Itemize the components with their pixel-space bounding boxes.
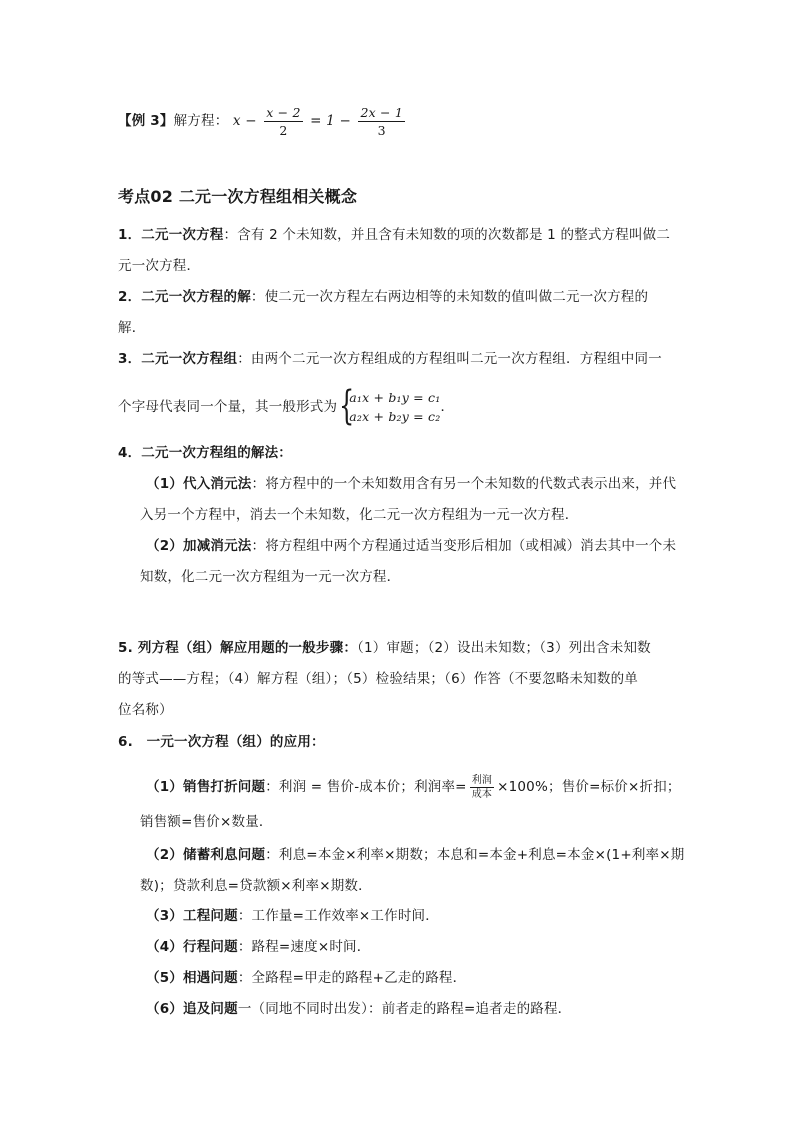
example-tag: 【例 3】 [118, 113, 174, 129]
application-3 [146, 906, 439, 926]
application-3-number: （3） [146, 908, 183, 924]
application-1-continued: 销售额=售价×数量． [140, 814, 273, 830]
item-4b [146, 536, 676, 556]
application-2 [146, 845, 684, 865]
item-3 [118, 349, 662, 369]
application-6-text: 一（同地不同时出发）：前者走的路程=追者走的路程． [237, 1001, 572, 1017]
application-1-text-1: ：利润 = 售价-成本价；利润率= [265, 779, 467, 795]
fraction-1-denominator: 2 [279, 123, 288, 138]
application-3-term: 工程问题 [183, 908, 238, 924]
equation-equals: = 1 − [305, 113, 356, 129]
application-6-term: 追及问题 [183, 1001, 238, 1017]
application-1-term: 销售打折问题 [183, 779, 266, 795]
equation-system [339, 383, 441, 429]
item-5 [118, 638, 651, 658]
item-2 [118, 287, 648, 307]
section-title: 考点02 二元一次方程组相关概念 [118, 187, 358, 206]
fraction-1-numerator: x − 2 [266, 105, 301, 120]
application-6-number: （6） [146, 1001, 183, 1017]
fraction-2-denominator: 3 [377, 123, 386, 138]
example-label: 解方程： [173, 113, 229, 129]
item-5-continued-1: 的等式——方程；（4）解方程（组）；（5）检验结果；（6）作答（不要忽略未知数的单 [118, 671, 638, 687]
application-5 [146, 968, 466, 988]
item-5-continued-2: 位名称） [118, 702, 173, 718]
item-2-text: ：使二元一次方程左右两边相等的未知数的值叫做二元一次方程的 [250, 289, 649, 305]
application-5-number: （5） [146, 970, 183, 986]
item-1-continued: 元一次方程． [118, 258, 201, 274]
item-4a-text: ：将方程中的一个未知数用含有另一个未知数的代数式表示出来，并代 [251, 476, 677, 492]
application-3-text: ：工作量=工作效率×工作时间． [237, 908, 439, 924]
item-4a-continued: 入另一个方程中，消去一个未知数，化二元一次方程组为一元一次方程． [140, 507, 579, 523]
equation [232, 105, 408, 138]
fraction-1 [264, 105, 302, 138]
item-4b-text: ：将方程组中两个方程通过适当变形后相加（或相减）消去其中一个未 [251, 538, 677, 554]
item-6-title: 6. 一元一次方程（组）的应用： [118, 734, 325, 750]
application-4-text: ：路程=速度×时间． [237, 939, 371, 955]
application-2-text: ：利息=本金×利率×期数；本息和=本金+利息=本金×(1+利率×期 [265, 847, 685, 863]
application-6 [146, 999, 571, 1019]
application-4-number: （4） [146, 939, 183, 955]
item-3-continued [118, 383, 455, 429]
item-1 [118, 225, 670, 245]
item-4a [146, 474, 676, 494]
application-4-term: 行程问题 [183, 939, 238, 955]
system-row-2: a₂x + b₂y = c₂ [349, 409, 441, 424]
fraction-2-numerator: 2x − 1 [360, 105, 404, 120]
equation-minus: − [240, 113, 262, 129]
item-5-term: 5. 列方程（组）解应用题的一般步骤： [118, 640, 358, 656]
item-2-term: 2．二元一次方程的解 [118, 289, 251, 305]
system-brace: { [339, 383, 355, 429]
item-3-cont-text: 个字母代表同一个量，其一般形式为 [118, 399, 338, 415]
item-1-term: 1．二元一次方程 [118, 227, 224, 243]
fraction-2 [358, 105, 405, 138]
profit-rate-denominator: 成本 [471, 788, 493, 800]
application-5-text: ：全路程=甲走的路程+乙走的路程． [237, 970, 467, 986]
item-4a-term: 代入消元法 [183, 476, 252, 492]
application-2-term: 储蓄利息问题 [183, 847, 266, 863]
example-3 [118, 105, 408, 138]
item-5-text: （1）审题；（2）设出未知数；（3）列出含未知数 [357, 640, 651, 656]
application-2-number: （2） [146, 847, 183, 863]
item-4b-number: （2） [146, 538, 183, 554]
application-1 [146, 774, 681, 800]
system-row-1: a₁x + b₁y = c₁ [349, 390, 441, 405]
application-1-text-2: ×100%；售价=标价×折扣； [497, 779, 681, 795]
profit-rate-numerator: 利润 [471, 774, 493, 786]
application-2-continued: 数)；贷款利息=贷款额×利率×期数． [140, 878, 372, 894]
item-3-end: ． [440, 399, 455, 415]
item-4b-term: 加减消元法 [183, 538, 252, 554]
item-4a-number: （1） [146, 476, 183, 492]
equation-x: x [232, 113, 241, 129]
item-2-continued: 解． [118, 320, 146, 336]
item-4b-continued: 知数，化二元一次方程组为一元一次方程． [140, 569, 401, 585]
item-4-title: 4．二元一次方程组的解法： [118, 445, 292, 461]
application-5-term: 相遇问题 [183, 970, 238, 986]
item-3-text: ：由两个二元一次方程组成的方程组叫二元一次方程组．方程组中同一 [237, 351, 662, 367]
application-1-number: （1） [146, 779, 183, 795]
item-3-term: 3．二元一次方程组 [118, 351, 238, 367]
application-4 [146, 937, 370, 957]
profit-rate-fraction [470, 775, 494, 800]
item-1-text: ：含有 2 个未知数，并且含有未知数的项的次数都是 1 的整式方程叫做二 [223, 227, 671, 243]
